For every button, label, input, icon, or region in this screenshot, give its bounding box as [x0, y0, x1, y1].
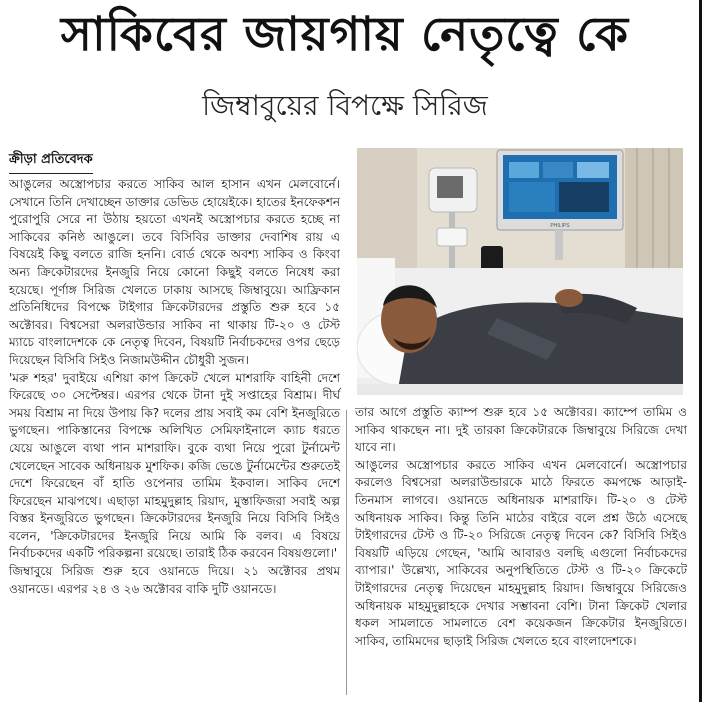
article-photo [357, 148, 683, 395]
article-paragraph: আঙুলের অস্ত্রোপচার করতে সাকিব এখন মেলবোর্নে। অস্ত্রোপচার করলেও বিশ্বসেরা অলরাউন্ডারকে মাঠে ফিরতে কমপক্ষে আড়াই-তিনমাস লাগবে। ওয়ানডে অধিনায়ক মাশরাফি। টি-২০ ও টেস্ট অধিনায়ক সাকিব। কিন্তু তিনি মাঠের বাইরে বলে প্রশ্ন উঠে এসেছে টাইগারদের টেস্ট ও টি-২০ সিরিজে নেতৃত্ব দিবেন কে? বিসিবি সিইও বিষয়টি এড়িয়ে গেছেন, 'আমি আবারও বলছি এগুলো নির্বাচকদের ব্যাপার।' উল্লেখ্য, সাকিবের অনুপস্থিতিতে টেস্ট ও টি-২০ ক্রিকেটে টাইগারদের নেতৃত্ব দিয়েছেন মাহমুদুল্লাহ রিয়াদ। জিম্বাবুয়ে সিরিজেও অধিনায়ক মাহমুদুল্লাহকে দেখার সম্ভাবনা বেশি। টানা ক্রিকেট খেলার ধকল সামলাতে সামলাতে বেশ কয়েকজন ক্রিকেটার ইনজুরিতে। সাকিব, তামিমদের ছাড়াই সিরিজ খেলতে হবে বাংলাদেশকে। [355, 457, 687, 648]
monitor-brand-label: PHILIPS [550, 223, 570, 229]
page-edge-rule [699, 0, 702, 702]
article-column-right [355, 404, 687, 650]
hospital-bed-photo [357, 148, 683, 395]
headline: সাকিবের জায়গায় নেতৃত্বে কে [60, 7, 630, 62]
article-paragraph: জিম্বাবুয়ে সিরিজ শুরু হবে ওয়ানডে দিয়ে। ২১ অক্টোবর প্রথম ওয়ানডে। এরপর ২৪ ও ২৬ অক্টোবর বাকি দুটি ওয়ানডে। [9, 564, 340, 596]
article-paragraph: আঙুলের অস্ত্রোপচার করতে সাকিব আল হাসান এখন মেলবোর্নে। সেখানে তিনি দেখাচ্ছেন ডাক্তার ডেভিড হোয়েইকে। হাতের ইনফেকশন পুরোপুরি সেরে না উঠায় হয়তো এখনই অস্ত্রোপচার করতে হচ্ছে না সাকিবের কনিষ্ঠ আঙুলে। তবে বিসিবির ডাক্তার দেবাশিষ রায় এ বিষয়েই কিছু বলতে রাজি হননি। বোর্ড থেকে অবশ্য সাকিব ও কিংবা অন্য ক্রিকেটারদের ইনজুরি নিয়ে কোনো কিছুই বলতে নিষেধ করা হয়েছে। পূর্ণাঙ্গ সিরিজ খেলতে ঢাকায় আসছে জিম্বাবুয়ে। আফ্রিকান প্রতিনিধিদের বিপক্ষে টাইগার ক্রিকেটারদের প্রস্তুতি শুরু হবে ১৫ অক্টোবর। বিশ্বসেরা অলরাউন্ডার সাকিব না থাকায় টি-২০ ও টেস্ট ম্যাচে বাংলাদেশকে কে নেতৃত্ব দিবেন, বিষয়টি নির্বাচকদের ওপর ছেড়ে দিয়েছেন বিসিবি সিইও নিজামউদ্দীন চৌধুরী সুজন। [9, 177, 340, 367]
article-paragraph: 'মরু শহর' দুবাইয়ে এশিয়া কাপ ক্রিকেট খেলে মাশরাফি বাহিনী দেশে ফিরেছে ৩০ সেপ্টেম্বর। এরপর থেকে টানা দুই সপ্তাহের বিশ্রাম। দীর্ঘ সময় বিশ্রাম না দিয়ে উপায় কি? দলের প্রায় সবাই কম বেশি ইনজুরিতে ভুগছেন। পাকিস্তানের বিপক্ষে অলিখিত সেমিফাইনালে ক্যাচ ধরতে যেয়ে আঙুলে ব্যথা পান মাশরাফি। বুকে ব্যথা নিয়ে পুরো টুর্নামেন্ট খেলেছেন সাবেক অধিনায়ক মুশফিক। কজি ভেঙে টুর্নামেন্টের শুরুতেই দেশে ফিরেছেন বাঁ হাতি ওপেনার তামিম ইকবাল। সাকিব দেশে ফিরেছেন মাঝপথে। এছাড়া মাহমুদুল্লাহ রিয়াদ, মুস্তাফিজরা সবাই অল্প বিস্তর ইনজুরিতে ভুগছেন। ক্রিকেটারদের ইনজুরি নিয়ে বিসিবি সিইও বলেন, 'ক্রিকেটারদের ইনজুরি নিয়ে আমি কি বলব। এ বিষয়ে নির্বাচকদের একটি পরিকল্পনা রয়েছে। তারাই ঠিক করবেন বিষয়গুলো।' [9, 370, 340, 561]
byline: ক্রীড়া প্রতিবেদক [9, 150, 93, 174]
article-paragraph: তার আগে প্রস্তুতি ক্যাম্প শুরু হবে ১৫ অক্টোবর। ক্যাম্পে তামিম ও সাকিব থাকছেন না। দুই তারকা ক্রিকেটারকে জিম্বাবুয়ে সিরিজে দেখা যাবে না। [355, 405, 687, 455]
article-column-left [9, 176, 340, 598]
column-divider [346, 410, 347, 695]
subheadline: জিম্বাবুয়ের বিপক্ষে সিরিজ [202, 89, 488, 122]
